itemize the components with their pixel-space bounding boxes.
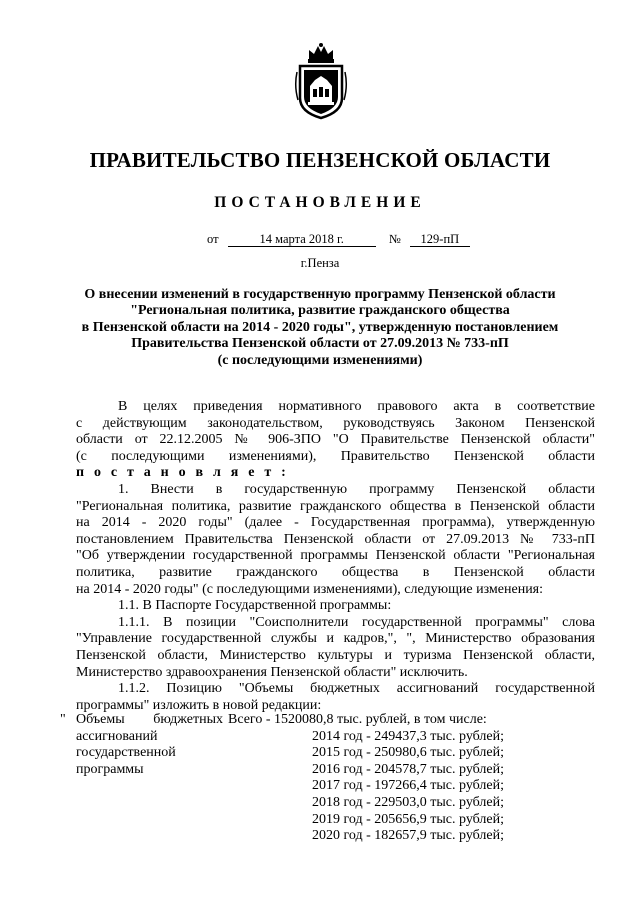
body-line: (с последующими изменениями), Правительство Пензенской области	[76, 448, 595, 464]
body-line: с действующим законодательством, руководствуясь Законом Пензенской	[76, 415, 595, 431]
decree-word: п о с т а н о в л я е т :	[76, 465, 289, 481]
budget-year-row: 2015 год - 250980,6 тыс. рублей;	[312, 745, 505, 761]
body-line: "Управление государственной службы и кадров,", ", Министерство образования	[76, 631, 595, 647]
date-prefix: от	[207, 232, 219, 246]
label-line: программы	[76, 761, 144, 777]
body-line: 1. Внести в государственную программу Пензенской области	[118, 481, 595, 497]
budget-table-label	[76, 712, 223, 778]
document-date: 14 марта 2018 г.	[228, 232, 376, 247]
label-line: Объемы бюджетных	[76, 712, 223, 727]
body-line: "Об утверждении государственной программы Пензенской области "Региональная	[76, 548, 595, 564]
document-number: 129-пП	[410, 232, 470, 247]
body-line: В целях приведения нормативного правового акта в соответствие	[118, 399, 595, 414]
body-line: 1.1.2. Позицию "Объемы бюджетных ассигнований государственной	[118, 681, 595, 697]
budget-year-row: 2016 год - 204578,7 тыс. рублей;	[312, 761, 505, 777]
body-line: Министерство здравоохранения Пензенской области" исключить.	[76, 664, 468, 680]
subject-line: (с последующими изменениями)	[217, 352, 423, 368]
body-line: области от 22.12.2005 № 906-ЗПО "О Правительстве Пензенской области"	[76, 432, 595, 448]
coat-of-arms-icon	[294, 42, 348, 120]
number-prefix: №	[388, 232, 401, 246]
document-subject	[60, 287, 580, 369]
quote-mark: "	[60, 712, 66, 727]
document-type: ПОСТАНОВЛЕНИЕ	[214, 194, 426, 211]
body-line: постановлением Правительства Пензенской области от 27.09.2013 № 733-пП	[76, 531, 595, 547]
body-line: на 2014 - 2020 годы" (далее - Государственная программа), утвержденную	[76, 515, 595, 531]
budget-year-row: 2019 год - 205656,9 тыс. рублей;	[312, 811, 505, 827]
budget-year-row: 2017 год - 197266,4 тыс. рублей;	[312, 778, 505, 794]
subject-line: "Региональная политика, развитие гражданского общества	[130, 303, 510, 319]
label-line: ассигнований	[76, 728, 158, 744]
subject-line: в Пензенской области на 2014 - 2020 годы", утвержденную постановлением	[81, 319, 559, 335]
city: г.Пенза	[300, 256, 340, 270]
budget-total: Всего - 1520080,8 тыс. рублей, в том числе:	[228, 712, 487, 727]
budget-year-row: 2020 год - 182657,9 тыс. рублей;	[312, 828, 505, 844]
body-line: программы" изложить в новой редакции:	[76, 697, 322, 713]
body-line: "Региональная политика, развитие гражданского общества в Пензенской области	[76, 498, 595, 514]
body-line: 1.1. В Паспорте Государственной программы:	[118, 598, 392, 614]
body-line: политика, развитие гражданского общества в Пензенской области	[76, 564, 595, 580]
body-line: 1.1.1. В позиции "Соисполнители государственной программы" слова	[118, 614, 595, 630]
document-body	[76, 399, 595, 714]
budget-table-values	[228, 712, 598, 845]
date-number-line	[207, 232, 470, 247]
government-title: ПРАВИТЕЛЬСТВО ПЕНЗЕНСКОЙ ОБЛАСТИ	[89, 148, 551, 172]
body-line: на 2014 - 2020 годы" (с последующими изменениями), следующие изменения:	[76, 581, 544, 597]
budget-year-row: 2014 год - 249437,3 тыс. рублей;	[312, 728, 505, 744]
body-line: Пензенской области, Министерство культуры и туризма Пензенской области,	[76, 647, 595, 663]
subject-line: Правительства Пензенской области от 27.09.2013 № 733-пП	[131, 336, 509, 352]
subject-line: О внесении изменений в государственную программу Пензенской области	[84, 287, 556, 302]
budget-year-row: 2018 год - 229503,0 тыс. рублей;	[312, 794, 505, 810]
label-line: государственной	[76, 745, 176, 761]
